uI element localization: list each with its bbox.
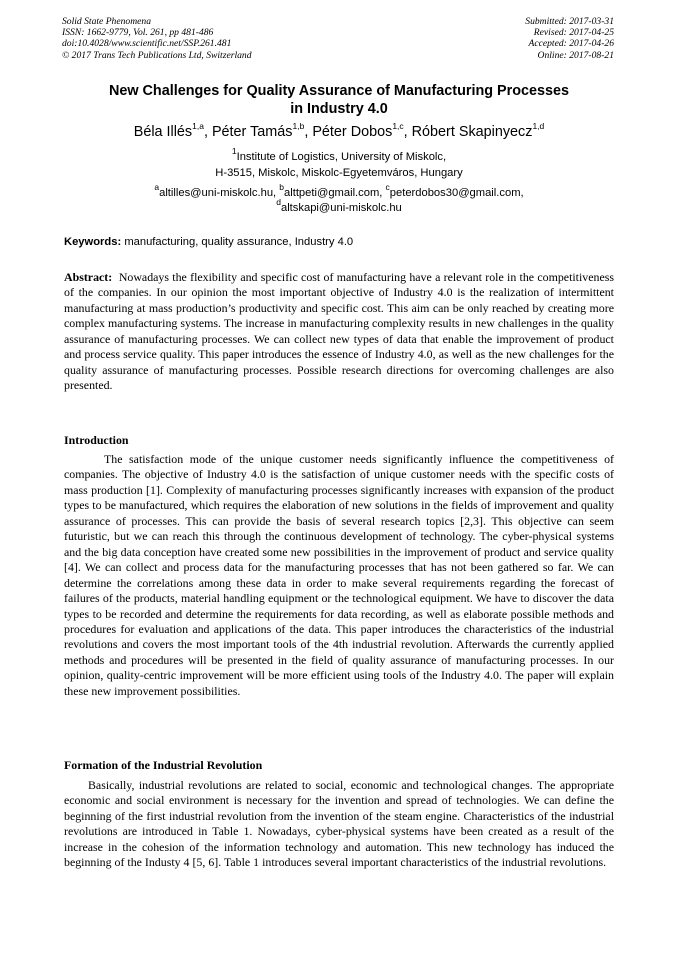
- email-mark: a: [154, 182, 160, 193]
- section-heading-formation: Formation of the Industrial Revolution: [64, 758, 263, 772]
- keywords: [64, 235, 614, 249]
- email-mark: d: [276, 196, 281, 207]
- email-address[interactable]: peterdobos30@gmail.com: [389, 187, 521, 199]
- affiliation-line-1: [40, 146, 638, 166]
- author-affiliation-mark: 1,b: [292, 121, 305, 132]
- section-heading-introduction: Introduction: [64, 433, 129, 447]
- issn-line: ISSN: 1662-9779, Vol. 261, pp 481-486: [62, 27, 214, 39]
- email-line-1: $^a$altilles@uni-miskolc.hu, $^b$alttpeti@gmail.com, $^c$peterdobos30@gmail.com,: [154, 182, 524, 199]
- author-affiliation-mark: 1,d: [532, 121, 545, 132]
- journal-info: [62, 16, 252, 61]
- submitted-date: Submitted: 2017-03-31: [525, 16, 614, 27]
- email-mark: b: [279, 182, 284, 193]
- introduction-paragraph: The satisfaction mode of the unique customer needs significantly influence the competitiveness of companies. The objective of Industry 4.0 is the satisfaction of unique customer needs with the specific costs of mass production [1]. Complexity of manufacturing processes significantly increases with expansion of the product types to be manufactured, which requires the elaboration of new solutions in the fields of improvement and quality assurance of processes. This can provide the basis of several research topics [2,3]. This objective can seem futuristic, but we can reach this through the continuous development of technology. The cyber-physical systems and the big data conception have created some new possibilities in the improvement of product and service quality [4]. We can collect and process data for the manufacturing processes that has not been gathered so far. We can determine the correlations among these data in order to make several requirements regarding the forecast of failures of the products, material handling equipment or the technological equipment. We have to discover the data types to be recorded and determine the requirements for data recording, as well as elaborate possible methods and procedures for evaluation and applications of the data. This paper introduces the characteristics of the industrial revolutions and covers the most important tools of the 4th industrial revolution. Afterwards the currently applied methods and procedures will be presented in the field of quality assurance of manufacturing processes. In our opinion, quality-centric improvement will be more efficient using tools of the Industry 4.0. The paper will explain these new improvement possibilities.: [64, 452, 614, 698]
- email-mark: c: [385, 182, 390, 193]
- copyright-line: © 2017 Trans Tech Publications Ltd, Switzerland: [62, 49, 252, 61]
- author-affiliation-mark: 1,a: [192, 121, 204, 132]
- author-name: Péter Tamás: [211, 124, 293, 140]
- formation-paragraph: Basically, industrial revolutions are related to social, economic and technological changes. The appropriate economic and social environment is necessary for the invention and spread of technologies. We can define the beginning of the first industrial revolution from the invention of the steam engine. Characteristics of the industrial revolutions are introduced in Table 1. Nowadays, cyber-physical systems have been created as a result of the increase in the cohesion of the information technology and automation. This new technology has induced the beginning of the Industy 4 [5, 6]. Table 1 introduces several important characteristics of the industrial revolutions.: [64, 778, 614, 870]
- accepted-date: Accepted: 2017-04-26: [528, 38, 614, 50]
- title-line-1: New Challenges for Quality Assurance of Manufacturing Processes: [108, 83, 570, 99]
- author-name: Péter Dobos: [312, 124, 393, 140]
- author-list: Béla Illés$^{1,a}$, Péter Tamás$^{1,b}$, Péter Dobos$^{1,c}$, Róbert Skapinyecz$^{1,d}$: [133, 121, 545, 140]
- affiliation-mark: 1: [231, 146, 237, 157]
- online-date: Online: 2017-08-21: [537, 49, 614, 61]
- formation-body: [64, 778, 614, 871]
- email-list: [40, 182, 638, 215]
- title-line-2: in Industry 4.0: [290, 101, 388, 117]
- institute-name: Institute of Logistics, University of Miskolc,: [236, 151, 447, 163]
- author-affiliation-mark: 1,c: [392, 121, 404, 132]
- email-line-2: [40, 196, 638, 216]
- email-address[interactable]: altilles@uni-miskolc.hu: [159, 187, 274, 199]
- author-name: Róbert Skapinyecz: [411, 124, 533, 140]
- affiliation-line-2: H-3515, Miskolc, Miskolc-Egyetemváros, Hungary: [215, 166, 463, 179]
- introduction-body: [64, 452, 614, 699]
- keywords-label: Keywords:: [64, 236, 122, 248]
- keywords-text: manufacturing, quality assurance, Industry 4.0: [124, 236, 354, 248]
- abstract: [64, 270, 614, 394]
- email-address[interactable]: alttpeti@gmail.com: [284, 187, 380, 199]
- journal-name: Solid State Phenomena: [62, 16, 151, 27]
- revised-date: Revised: 2017-04-25: [533, 27, 614, 39]
- author-name: Béla Illés: [133, 124, 193, 140]
- paper-title: [40, 82, 638, 118]
- abstract-label: Abstract:: [64, 270, 113, 284]
- doi-line: doi:10.4028/www.scientific.net/SSP.261.481: [62, 38, 232, 50]
- abstract-text: Nowadays the flexibility and specific cost of manufacturing have a relevant role in the competitiveness of the companies. In our opinion the most important objective of Industry 4.0 is the realization of intermittent manufacturing at mass production’s productivity and specific cost. This aim can be only reached by creating more complex manufacturing systems. The increase in manufacturing complexity results in new challenges in the quality assurance of manufacturing processes. We can collect new types of data that enable the improvement of product and process service quality. This paper introduces the essence of Industry 4.0, as well as the new challenges for the quality assurance of manufacturing processes. Possible research directions for overcoming challenges are also presented.: [64, 270, 614, 393]
- email-address[interactable]: altskapi@uni-miskolc.hu: [280, 201, 402, 214]
- affiliation: [40, 146, 638, 181]
- submission-dates: [525, 16, 614, 61]
